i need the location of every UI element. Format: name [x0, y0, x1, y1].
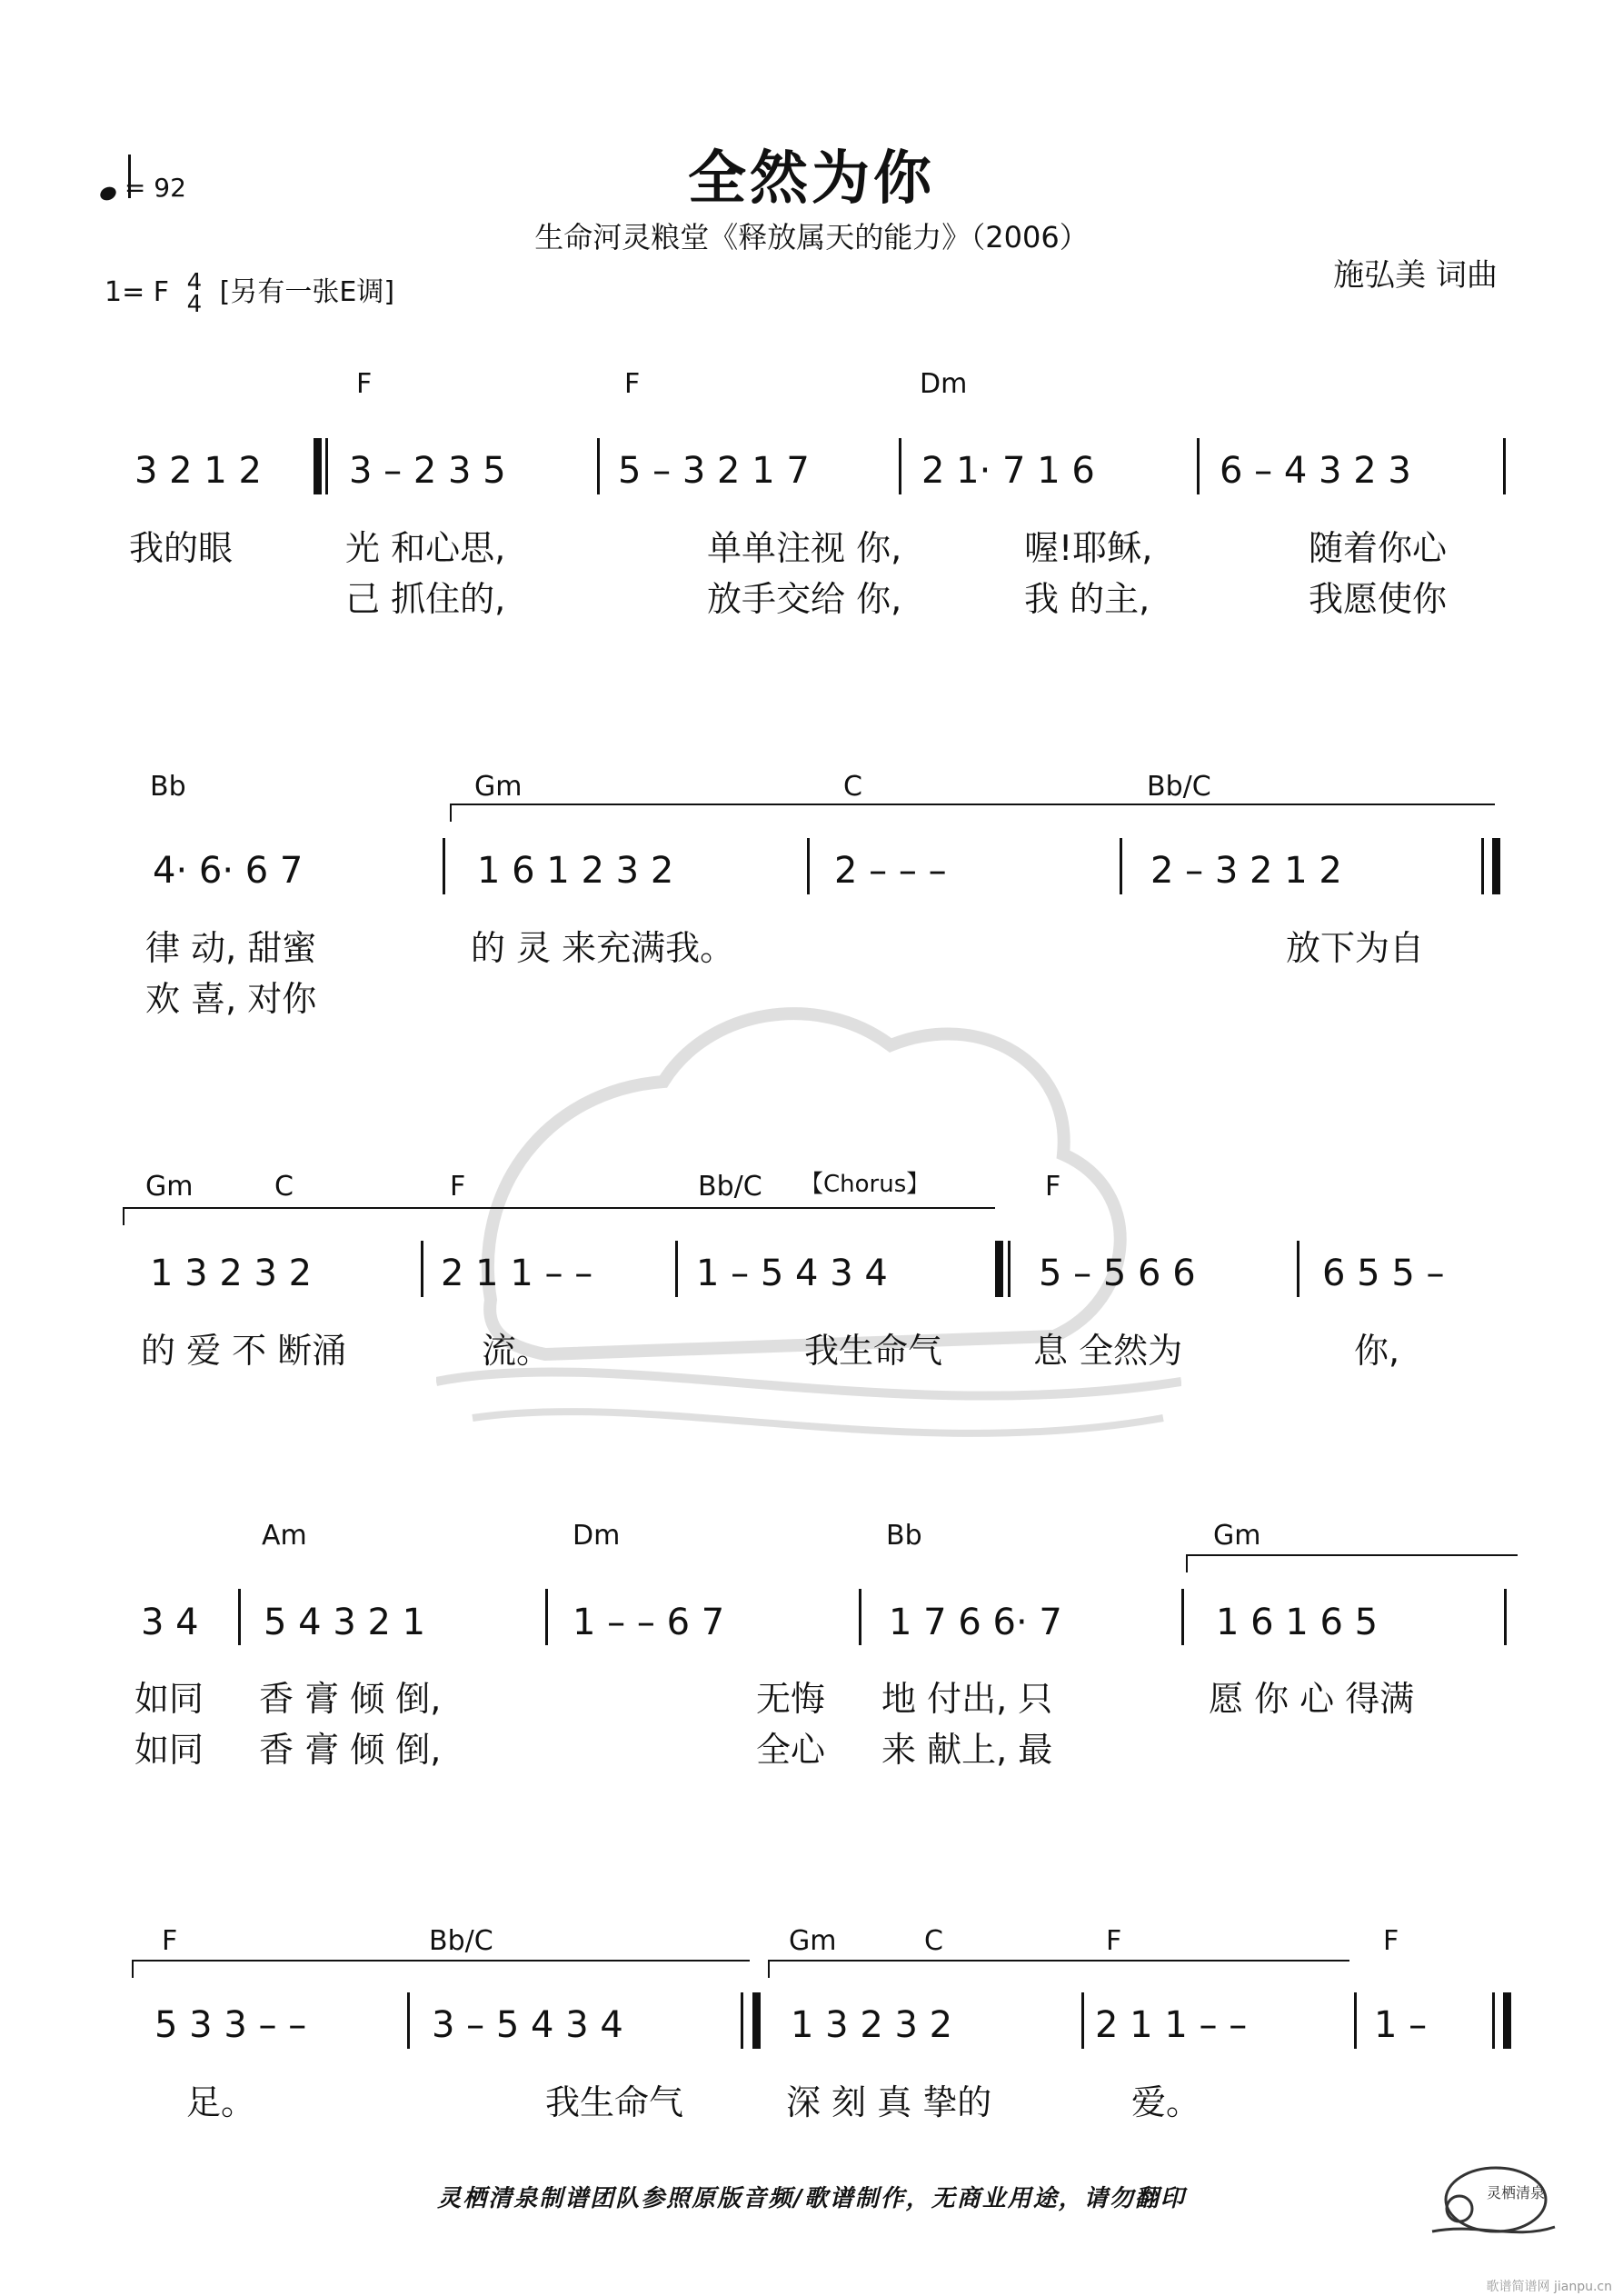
volta-2-start	[123, 1207, 124, 1225]
lyric-line-2: 全心	[756, 1730, 826, 1770]
measure-notes: 1 3 2 3 2	[791, 2004, 953, 2046]
key-signature	[105, 268, 395, 318]
volta-1-start	[132, 1960, 134, 1978]
barline	[1181, 1589, 1184, 1645]
footer-notice: 灵栖清泉制谱团队参照原版音频/歌谱制作，无商业用途，请勿翻印	[437, 2185, 1186, 2212]
chord-label: Bb	[886, 1520, 922, 1552]
barline	[1008, 1241, 1011, 1297]
measure-notes: 1 7 6 6· 7	[889, 1602, 1062, 1643]
lyric-line-1: 律 动, 甜蜜	[145, 928, 317, 968]
song-subtitle: 生命河灵粮堂《释放属天的能力》（2006）	[534, 220, 1089, 255]
lyric-line-1: 愿 你 心 得满	[1209, 1679, 1415, 1719]
volta-1-bracket	[132, 1960, 750, 1962]
key-note: [另有一张E调]	[219, 276, 395, 308]
time-signature	[186, 268, 203, 318]
repeat-start-barline	[314, 438, 322, 494]
volta-2-bracket	[768, 1960, 1349, 1962]
chord-label: F	[356, 368, 373, 400]
measure-notes: 2 1 1 – –	[1095, 2004, 1248, 2046]
barline	[1120, 838, 1122, 894]
tempo-value: = 92	[124, 173, 186, 203]
measure-notes: 5 3 3 – –	[154, 2004, 307, 2046]
measure-notes: 1 6 1 2 3 2	[477, 850, 674, 892]
volta-1-start	[450, 804, 452, 822]
lyric-line-1: 无悔	[756, 1679, 826, 1719]
measure-notes: 1 –	[1374, 2004, 1428, 2046]
chord-label: Bb/C	[429, 1925, 493, 1957]
lyric-line-1: 香 膏 倾 倒,	[259, 1679, 442, 1719]
volta-1-bracket	[450, 804, 1495, 805]
chord-label: C	[924, 1925, 943, 1957]
barline	[1081, 1992, 1084, 2049]
repeat-end-barline	[752, 1992, 761, 2049]
sheep-logo-icon	[1423, 2136, 1559, 2245]
barline	[325, 438, 328, 494]
volta-2-start	[768, 1960, 770, 1978]
measure-notes: 3 – 5 4 3 4	[432, 2004, 623, 2046]
lyric-line-2: 如同	[134, 1730, 204, 1770]
chord-label: F	[1106, 1925, 1122, 1957]
barline	[899, 438, 901, 494]
chord-label: Gm	[145, 1171, 194, 1203]
barline	[545, 1589, 548, 1645]
barline	[1197, 438, 1200, 494]
chord-label: Dm	[573, 1520, 621, 1552]
lyric-line-2: 我 的主,	[1024, 579, 1150, 619]
barline	[1481, 838, 1484, 894]
barline	[807, 838, 810, 894]
chorus-section-label: 【Chorus】	[800, 1171, 931, 1198]
lyric-line-1: 深 刻 真 挚的	[786, 2082, 992, 2122]
measure-notes: 3 4	[141, 1602, 199, 1643]
repeat-end-barline	[1492, 838, 1500, 894]
volta-2-bracket	[123, 1207, 995, 1209]
lyric-line-1: 你,	[1354, 1331, 1400, 1371]
chord-label: F	[162, 1925, 178, 1957]
lyric-line-1: 如同	[134, 1679, 204, 1719]
measure-notes: 1 – 5 4 3 4	[696, 1253, 888, 1294]
lyric-line-1: 足。	[186, 2082, 256, 2122]
lyric-line-1: 放下为自	[1286, 928, 1425, 968]
barline	[1492, 1992, 1495, 2049]
chord-label: F	[1383, 1925, 1399, 1957]
composer-credit: 施弘美 词曲	[1333, 257, 1498, 294]
barline	[421, 1241, 423, 1297]
lyric-line-1: 我生命气	[545, 2082, 684, 2122]
repeat-start-barline	[995, 1241, 1003, 1297]
lyric-line-2: 欢 喜, 对你	[145, 979, 317, 1019]
measure-notes: 6 5 5 –	[1322, 1253, 1445, 1294]
volta-1-start	[1186, 1554, 1188, 1572]
time-sig-top: 4	[186, 268, 203, 296]
barline	[859, 1589, 861, 1645]
measure-notes: 3 – 2 3 5	[349, 450, 506, 492]
lyric-line-1: 随着你心	[1309, 528, 1448, 568]
measure-notes: 2 – – –	[834, 850, 947, 892]
time-sig-bottom: 4	[186, 290, 203, 318]
tempo-marking	[100, 173, 186, 203]
lyric-line-2: 香 膏 倾 倒,	[259, 1730, 442, 1770]
barline	[675, 1241, 678, 1297]
barline	[443, 838, 445, 894]
chord-label: Am	[262, 1520, 307, 1552]
lyric-line-1: 的 灵 来充满我。	[471, 928, 735, 968]
lyric-line-1: 爱。	[1131, 2082, 1201, 2122]
barline	[407, 1992, 410, 2049]
measure-notes: 5 – 5 6 6	[1039, 1253, 1196, 1294]
barline	[597, 438, 600, 494]
measure-notes: 5 – 3 2 1 7	[618, 450, 810, 492]
measure-notes: 2 1 1 – –	[441, 1253, 593, 1294]
lyric-line-1: 单单注视 你,	[707, 528, 902, 568]
measure-notes: 1 6 1 6 5	[1216, 1602, 1379, 1643]
chord-label: C	[274, 1171, 294, 1203]
chord-label: Gm	[474, 771, 523, 803]
lyric-line-2: 我愿使你	[1309, 579, 1448, 619]
chord-label: Gm	[789, 1925, 837, 1957]
chord-label: F	[1045, 1171, 1061, 1203]
lyric-line-1: 息 全然为	[1033, 1331, 1183, 1371]
lyric-line-1: 我的眼	[129, 528, 234, 568]
lyric-line-1: 地 付出, 只	[881, 1679, 1053, 1719]
barline	[741, 1992, 743, 2049]
lyric-line-2: 放手交给 你,	[707, 579, 902, 619]
chord-label: Dm	[920, 368, 968, 400]
chord-label: F	[450, 1171, 466, 1203]
volta-1-bracket	[1186, 1554, 1518, 1556]
measure-notes: 2 1· 7 1 6	[921, 450, 1095, 492]
lyric-line-2: 来 献上, 最	[881, 1730, 1053, 1770]
sheep-watermark-icon	[436, 954, 1181, 1463]
chord-label: C	[843, 771, 862, 803]
lyric-line-1: 喔!耶稣,	[1024, 528, 1153, 568]
chord-label: Gm	[1213, 1520, 1261, 1552]
measure-notes: 2 – 3 2 1 2	[1150, 850, 1342, 892]
chord-label: Bb/C	[1147, 771, 1211, 803]
lyric-line-2: 己 抓住的,	[345, 579, 506, 619]
quarter-note-icon	[98, 185, 118, 203]
key-label: 1= F	[105, 276, 170, 308]
measure-notes: 5 4 3 2 1	[264, 1602, 426, 1643]
logo-text: 灵栖清泉	[1487, 2184, 1546, 2201]
lyric-line-1: 的 爱 不 断涌	[141, 1331, 347, 1371]
measure-notes: 6 – 4 3 2 3	[1220, 450, 1411, 492]
measure-notes: 3 2 1 2	[134, 450, 262, 492]
chord-label: Bb	[150, 771, 186, 803]
chord-label: F	[624, 368, 641, 400]
measure-notes: 4· 6· 6 7	[153, 850, 304, 892]
final-barline	[1503, 1992, 1511, 2049]
barline	[1503, 438, 1506, 494]
barline	[1297, 1241, 1299, 1297]
site-credit: 歌谱简谱网 jianpu.cn	[1486, 2280, 1612, 2294]
lyric-line-1: 我生命气	[804, 1331, 943, 1371]
lyric-line-1: 光 和心思,	[345, 528, 506, 568]
measure-notes: 1 3 2 3 2	[150, 1253, 313, 1294]
lyric-line-1: 流。	[482, 1331, 552, 1371]
measure-notes: 1 – – 6 7	[573, 1602, 725, 1643]
barline	[1504, 1589, 1507, 1645]
barline	[1354, 1992, 1357, 2049]
song-title: 全然为你	[688, 145, 935, 213]
chord-label: Bb/C	[698, 1171, 762, 1203]
barline	[238, 1589, 241, 1645]
